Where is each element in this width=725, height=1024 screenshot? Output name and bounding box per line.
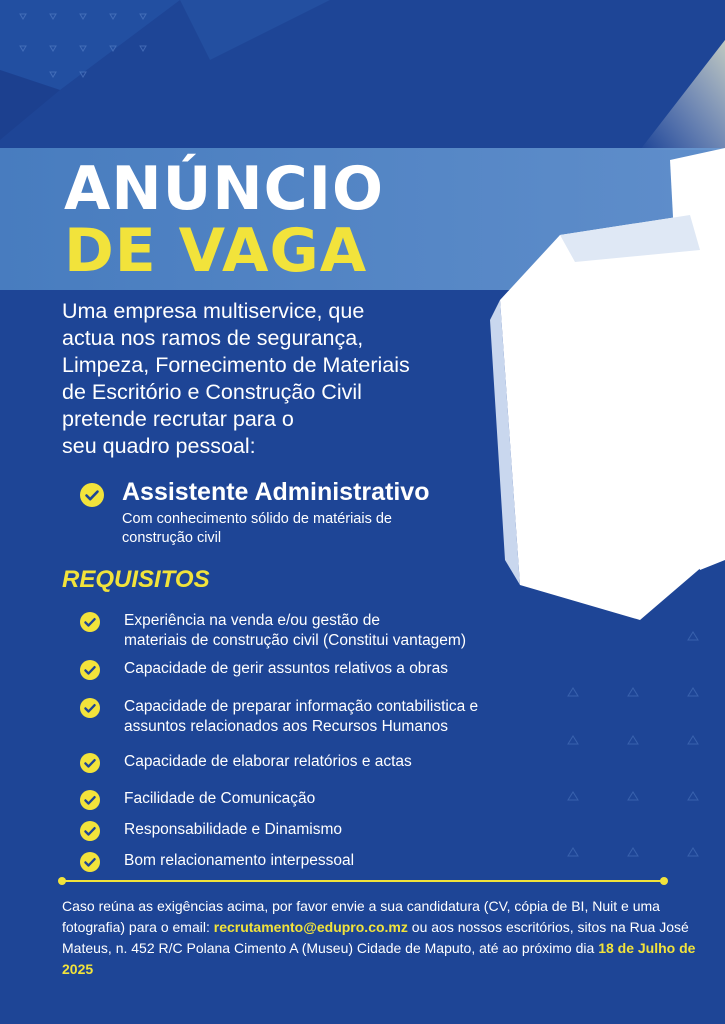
requirement-text: Facilidade de Comunicação [124,790,316,807]
title-line-2: DE VAGA [64,216,368,286]
intro-line: pretende recrutar para o [62,407,294,431]
requirement-text: Capacidade de gerir assuntos relativos a obras [124,660,448,677]
requirements-heading: REQUISITOS [62,566,210,593]
page-title [64,154,384,286]
contact-email[interactable]: recrutamento@edupro.co.mz [213,919,408,935]
check-circle-icon [80,612,100,632]
check-circle-icon [80,660,100,680]
intro-line: seu quadro pessoal: [62,434,256,458]
footer-text: Caso reúna as exigências acima, por favor envie a sua candidatura (CV, cópia de BI, Nuit e uma fotografia) para o email: [62,898,660,935]
position-description-line: construção civil [122,530,222,546]
check-circle-icon [80,790,100,810]
intro-line: Limpeza, Fornecimento de Materiais [62,353,410,377]
intro-paragraph [62,298,522,460]
requirement-text: Experiência na venda e/ou gestão de materiais de construção civil (Constitui vantagem) [124,612,466,649]
intro-line: actua nos ramos de segurança, [62,326,364,350]
divider [62,880,664,882]
check-circle-icon [80,821,100,841]
requirement-text: Capacidade de preparar informação contabilistica e assuntos relacionados aos Recursos Humanos [124,698,479,735]
requirement-text: Bom relacionamento interpessoal [124,852,355,869]
title-line-1: ANÚNCIO [64,154,384,224]
requirement-text: Capacidade de elaborar relatórios e actas [124,753,412,770]
position-title: Assistente Administrativo [122,478,430,506]
deadline-date: 18 de Julho de 2025 [62,940,696,977]
position-description-line: Com conhecimento sólido de matériais de [122,511,392,527]
check-circle-icon [80,852,100,872]
footer-instructions [62,896,702,980]
check-circle-icon [80,753,100,773]
check-circle-icon [80,483,104,507]
requirement-text: Responsabilidade e Dinamismo [124,821,342,838]
position-description [122,510,502,548]
check-circle-icon [80,698,100,718]
footer-text: ou aos nossos escritórios, sitos na Rua José Mateus, n. 452 R/C Polana Cimento A (Museu) Cidade de Maputo, até ao próximo dia [62,919,689,956]
intro-line: Uma empresa multiservice, que [62,299,365,323]
intro-line: de Escritório e Construção Civil [62,380,362,404]
